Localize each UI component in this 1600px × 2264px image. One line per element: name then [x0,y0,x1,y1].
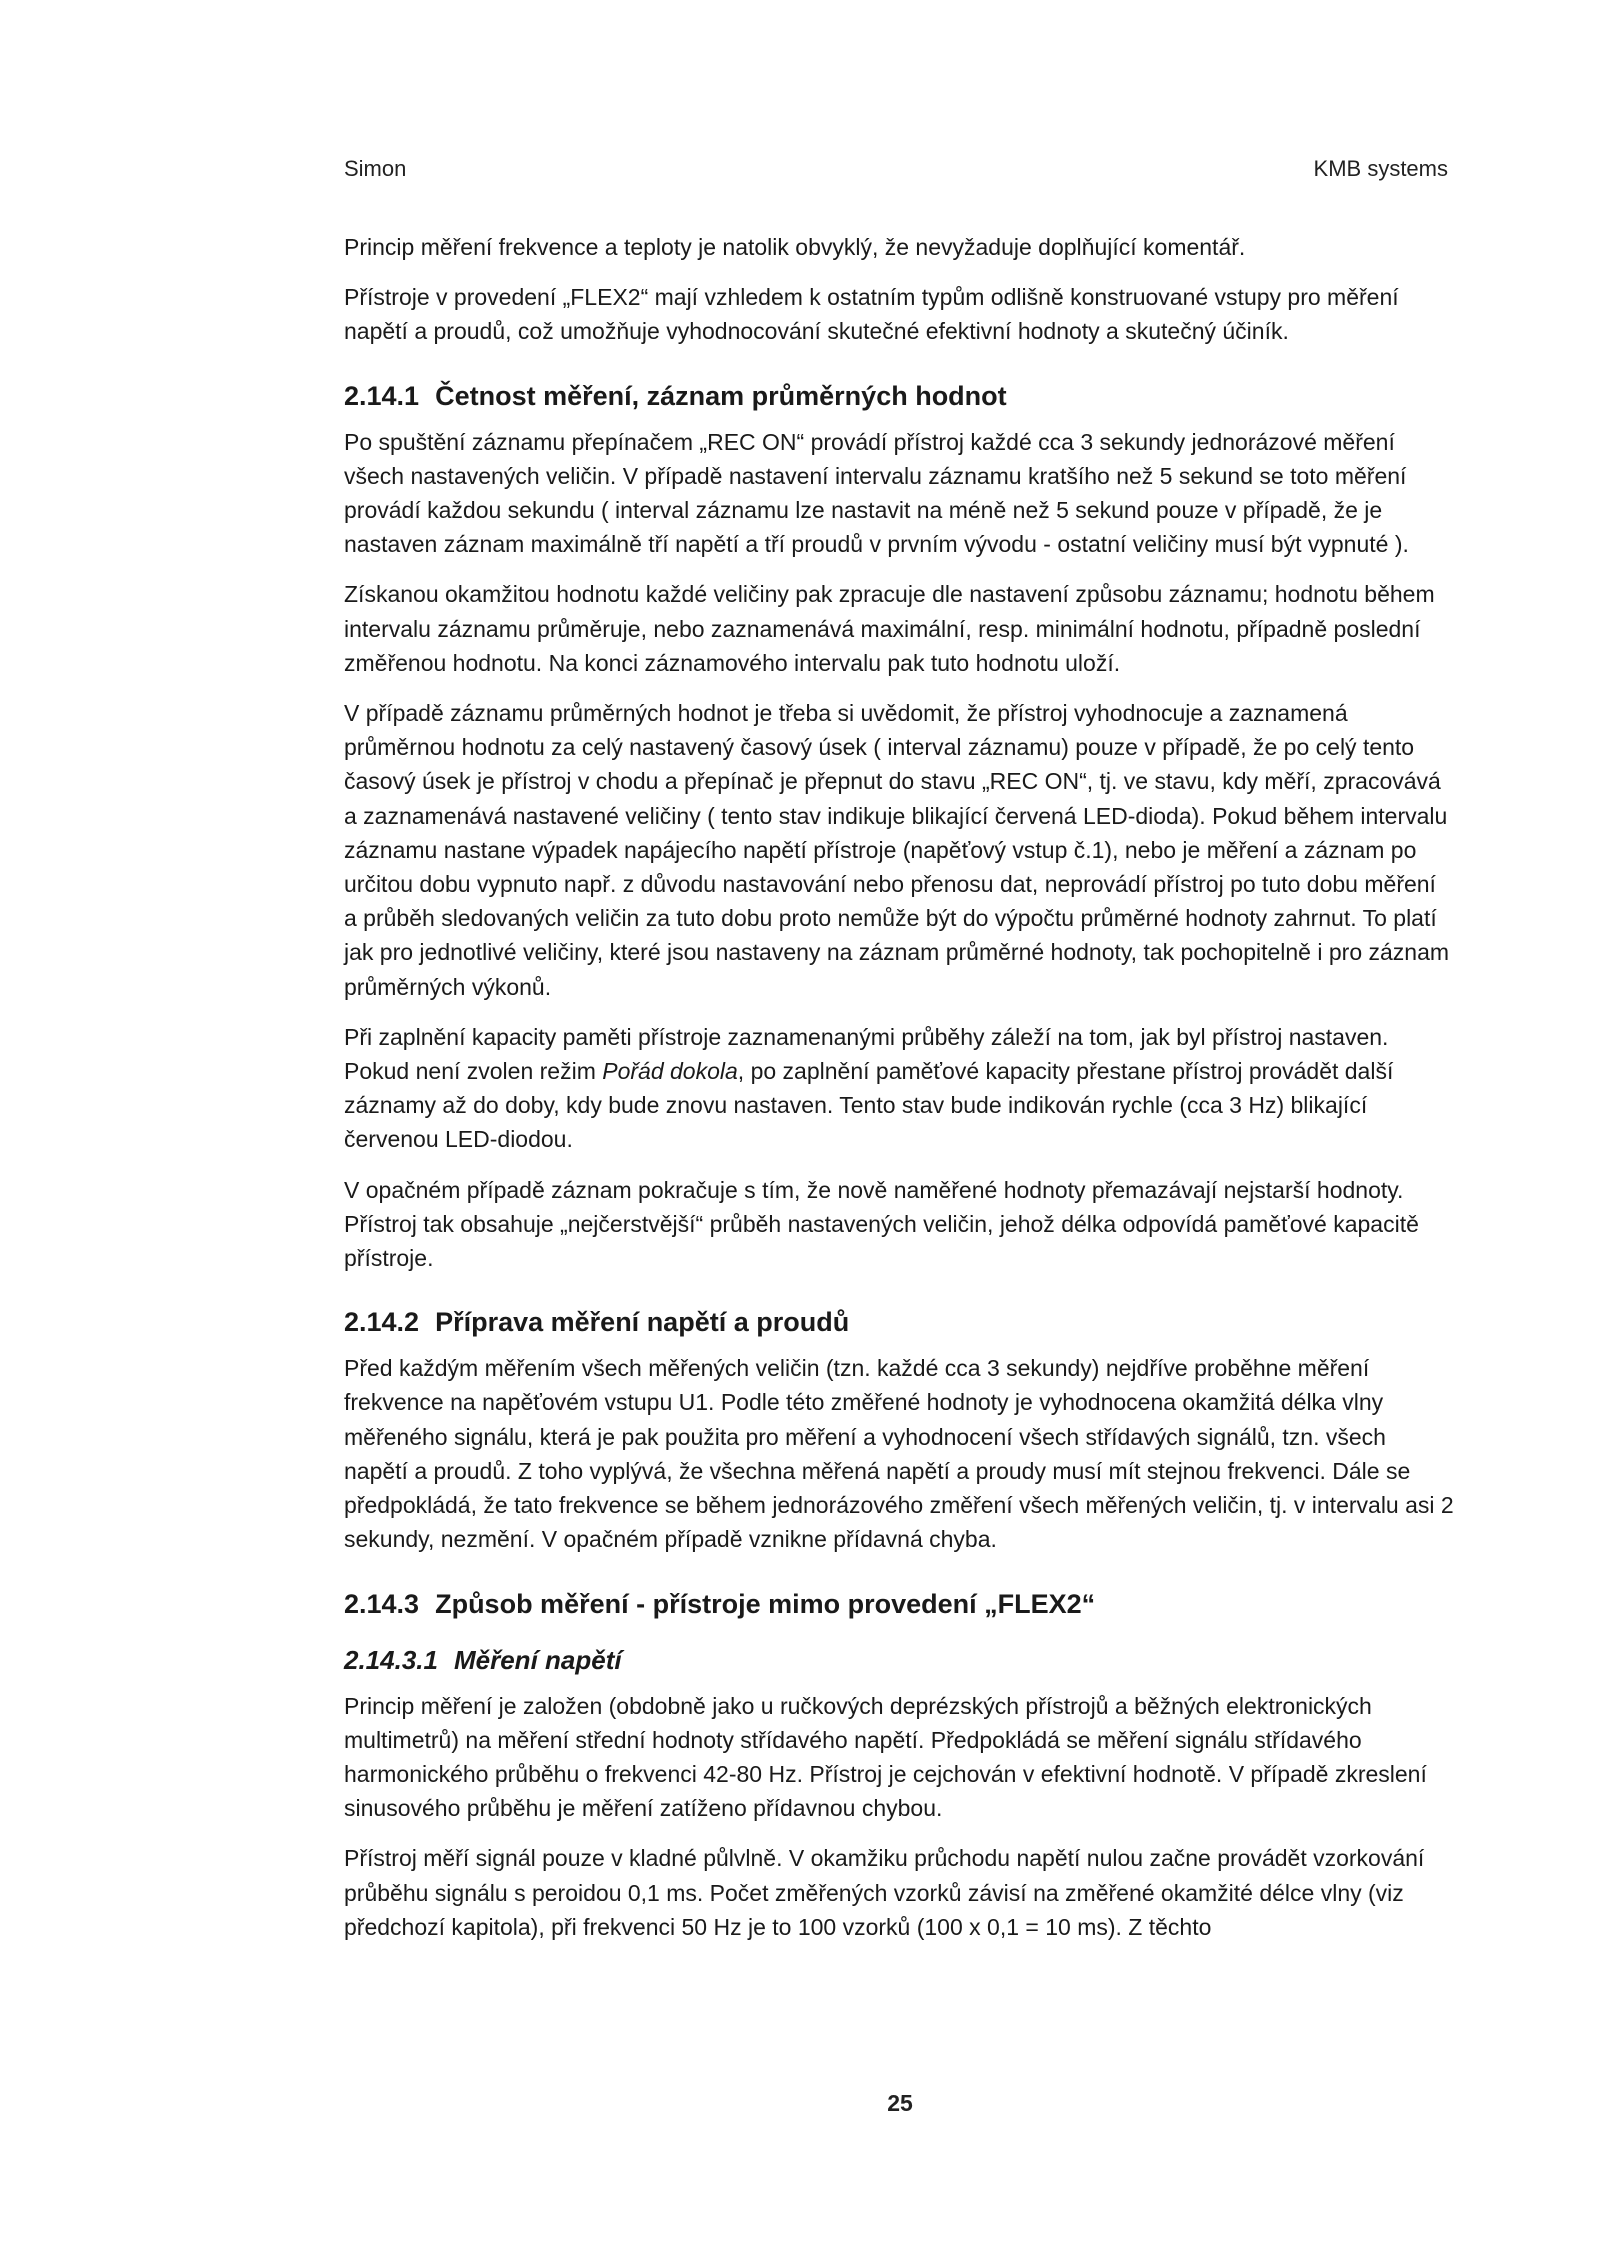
paragraph-average-values: V případě záznamu průměrných hodnot je třeba si uvědomit, že přístroj vyhodnocuje a zaznamená průměrnou hodnotu za celý nastavený časový úsek ( interval záznamu) pouze v případě, že po celý tento časový úsek je přístroj v chodu a přepínač je přepnut do stavu „REC ON“, tj. ve stavu, kdy měří, zpracovává a zaznamenává nastavené veličiny ( tento stav indikuje blikající červená LED-dioda). Pokud během intervalu záznamu nastane výpadek napájecího napětí přístroje (napěťový vstup č.1), nebo je měření a záznam po určitou dobu vypnuto např. z důvodu nastavování nebo přenosu dat, neprovádí přístroj po tuto dobu měření a průběh sledovaných veličin za tuto dobu proto nemůže být do výpočtu průměrné hodnoty zahrnut. To platí jak pro jednotlivé veličiny, které jsou nastaveny na záznam průměrné hodnoty, tak pochopitelně i pro záznam průměrných výkonů. [344,700,1450,1000]
paragraph-sampling: Přístroj měří signál pouze v kladné půlvlně. V okamžiku průchodu napětí nulou začne provádět vzorkování průběhu signálu s peroidou 0,1 ms. Počet změřených vzorků závisí na změřené okamžité délce vlny (viz předchozí kapitola), při frekvenci 50 Hz je to 100 vzorků (100 x 0,1 = 10 ms). Z těchto [344,1845,1425,1940]
text-run: Při zaplnění kapacity paměti přístroje zaznamenanými průběhy záleží na tom, jak byl přístroj nastaven. Pokud není zvolen režim [344,1023,1389,1085]
header-author: Simon [344,156,407,181]
section-number: 2.14.1 [344,380,420,411]
subsection-title: Měření napětí [453,1644,622,1675]
paragraph-overwrite: V opačném případě záznam pokračuje s tím, že nově naměřené hodnoty přemazávají nejstarší hodnoty. Přístroj tak obsahuje „nejčerstvější“ průběh nastavených veličin, jehož délka odpovídá paměťové kapacitě přístroje. [344,1176,1419,1272]
section-number: 2.14.2 [344,1307,420,1338]
section-title: Způsob měření - přístroje mimo provedení „FLEX2“ [435,1588,1096,1619]
section-heading-2-14-1 [344,379,1454,413]
header-company: KMB systems [1313,156,1448,181]
section-heading-2-14-3 [344,1587,1454,1621]
section-heading-2-14-2 [344,1305,1454,1339]
paragraph-instant-value: Získanou okamžitou hodnotu každé veličiny pak zpracuje dle nastavení způsobu záznamu; hodnotu během intervalu záznamu průměruje, nebo zaznamenává maximální, resp. minimální hodnotu, případně poslední změřenou hodnotu. Na konci záznamového intervalu pak tuto hodnotu uloží. [344,581,1435,676]
mode-name: Pořád dokola [602,1058,738,1085]
paragraph-voltage-principle: Princip měření je založen (obdobně jako u ručkových deprézských přístrojů a běžných elektronických multimetrů) na měření střední hodnoty střídavého napětí. Předpokládá se měření signálu střídavého harmonického průběhu o frekvenci 42-80 Hz. Přístroj je cejchován v efektivní hodnotě. V případě zkreslení sinusového průběhu je měření zatíženo přídavnou chybou. [344,1692,1427,1822]
document-body [344,230,1454,1960]
paragraph-preparation: Před každým měřením všech měřených veličin (tzn. každé cca 3 sekundy) nejdříve proběhne měření frekvence na napěťovém vstupu U1. Podle této změřené hodnoty je vyhodnocena okamžitá délka vlny měřeného signálu, která je pak použita pro měření a vyhodnocení všech střídavých signálů, tzn. všech napětí a proudů. Z toho vyplývá, že všechna měřená napětí a proudy musí mít stejnou frekvenci. Dále se předpokládá, že tato frekvence se během jednorázového změření všech měřených veličin, tj. v intervalu asi 2 sekundy, nezmění. V opačném případě vznikne přídavná chyba. [344,1355,1454,1553]
subsection-number: 2.14.3.1 [344,1644,438,1675]
paragraph-memory-full [344,1020,1454,1157]
paragraph-flex2-inputs: Přístroje v provedení „FLEX2“ mají vzhledem k ostatním typům odlišně konstruované vstupy pro měření napětí a proudů, což umožňuje vyhodnocování skutečné efektivní hodnoty a skutečný účiník. [344,284,1399,345]
paragraph-frequency-temperature: Princip měření frekvence a teploty je natolik obvyklý, že nevyžaduje doplňující komentář. [344,234,1246,260]
section-number: 2.14.3 [344,1588,420,1619]
section-title: Četnost měření, záznam průměrných hodnot [435,380,1007,411]
section-title: Příprava měření napětí a proudů [435,1307,850,1338]
text-run: , po zaplnění paměťové kapacity přestane přístroj provádět další záznamy až do doby, kdy bude znovu nastaven. Tento stav bude indikován rychle (cca 3 Hz) blikající červenou LED-diodou. [344,1058,1394,1153]
paragraph-rec-on: Po spuštění záznamu přepínačem „REC ON“ provádí přístroj každé cca 3 sekundy jednorázové měření všech nastavených veličin. V případě nastavení intervalu záznamu kratšího než 5 sekund se toto měření provádí každou sekundu ( interval záznamu lze nastavit na méně než 5 sekund pouze v případě, že je nastaven záznam maximálně tří napětí a tří proudů v prvním vývodu - ostatní veličiny musí být vypnuté ). [344,428,1409,558]
page-number: 25 [887,2090,913,2116]
subsection-heading-2-14-3-1 [344,1643,1454,1677]
